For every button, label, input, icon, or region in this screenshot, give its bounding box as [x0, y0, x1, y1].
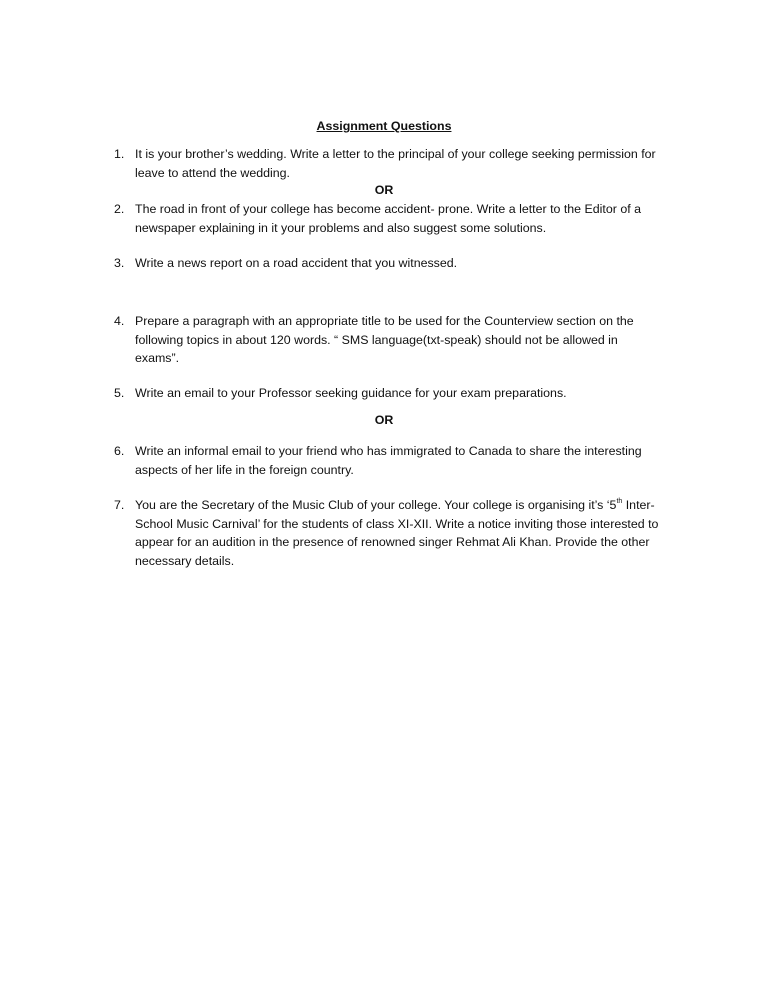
superscript: th [616, 498, 623, 505]
question-number: 3. [114, 256, 125, 270]
question-text: School Music Carnival’ for the students of class XI-XII. Write a notice inviting those interested to [135, 516, 659, 531]
page-title: Assignment Questions [316, 119, 452, 133]
question-text: necessary details. [135, 553, 235, 568]
question-text: aspects of her life in the foreign country. [135, 462, 354, 477]
question-text [135, 496, 658, 515]
question-text: Write an email to your Professor seeking guidance for your exam preparations. [135, 386, 567, 400]
question-text: It is your brother’s wedding. Write a letter to the principal of your college seeking permission for [135, 147, 656, 161]
or-divider: OR [374, 413, 394, 427]
question-text: Prepare a paragraph with an appropriate title to be used for the Counterview section on the [135, 314, 634, 328]
question-number: 7. [114, 498, 125, 512]
question-text: Write an informal email to your friend who has immigrated to Canada to share the interesting [135, 444, 642, 458]
question-text: The road in front of your college has become accident- prone. Write a letter to the Editor of a [135, 202, 641, 216]
question-number: 1. [114, 147, 125, 161]
question-text: newspaper explaining in it your problems and also suggest some solutions. [135, 220, 547, 235]
question-text: Write a news report on a road accident that you witnessed. [135, 256, 458, 270]
question-number: 6. [114, 444, 125, 458]
question-text-part: Inter- [622, 498, 655, 512]
question-number: 2. [114, 202, 125, 216]
question-text: appear for an audition in the presence of renowned singer Rehmat Ali Khan. Provide the other [135, 535, 650, 550]
question-text: following topics in about 120 words. “ SMS language(txt-speak) should not be allowed in [135, 332, 618, 347]
or-divider: OR [374, 183, 394, 197]
question-text: leave to attend the wedding. [135, 165, 290, 180]
question-number: 4. [114, 314, 125, 328]
question-text-part: You are the Secretary of the Music Club of your college. Your college is organising it’s ‘5 [135, 498, 617, 512]
question-text: exams”. [135, 351, 180, 366]
question-number: 5. [114, 386, 125, 400]
